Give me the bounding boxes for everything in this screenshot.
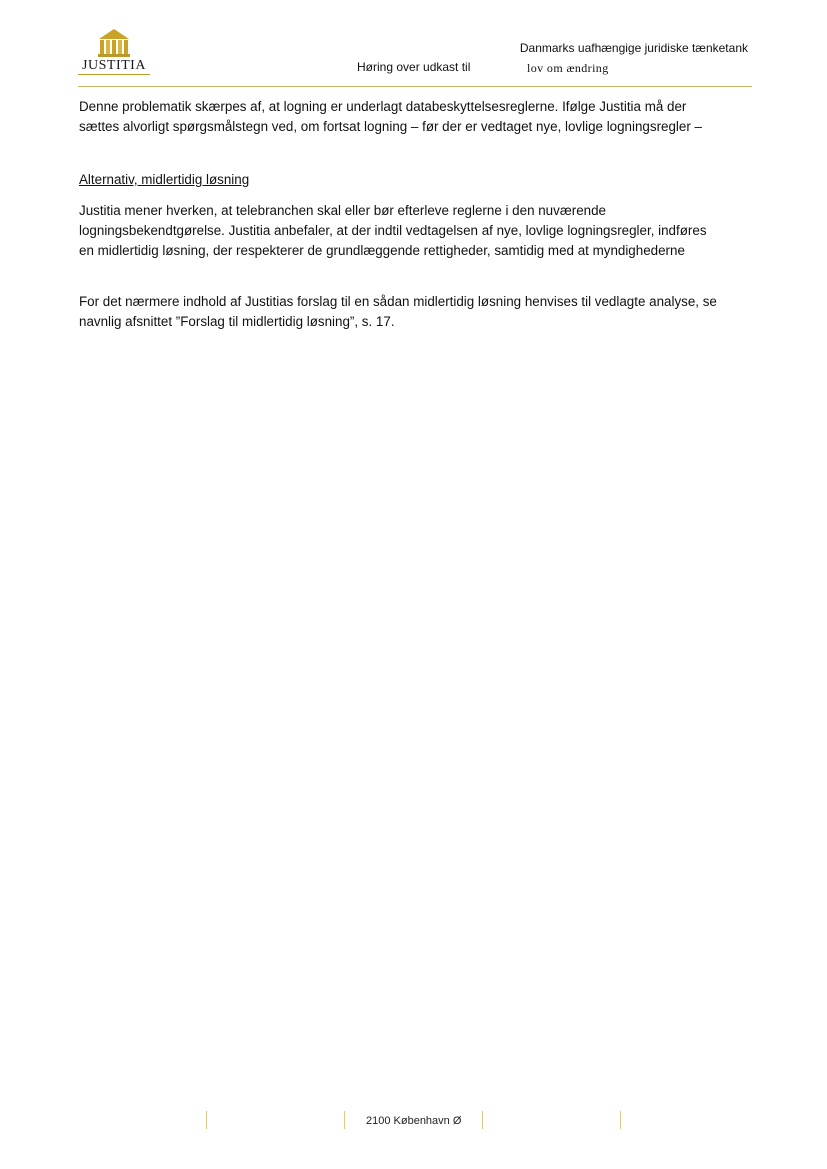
paragraph-3 <box>79 292 759 332</box>
paragraph-3-line-2: navnlig afsnittet ”Forslag til midlertidig løsning”, s. 17. <box>79 314 395 329</box>
paragraph-2-line-1: Justitia mener hverken, at telebranchen skal eller bør efterleve reglerne i den nuværende <box>79 203 606 218</box>
footer-address: 2100 København Ø <box>366 1115 462 1127</box>
justitia-logo <box>78 28 150 76</box>
footer-separator-4 <box>620 1111 621 1129</box>
paragraph-1 <box>79 97 759 137</box>
paragraph-3-line-1: For det nærmere indhold af Justitias forslag til en sådan midlertidig løsning henvises til vedlagte analyse, se <box>79 294 717 309</box>
section-heading: Alternativ, midlertidig løsning <box>79 172 250 187</box>
paragraph-1-line-1: Denne problematik skærpes af, at logning er underlagt databeskyttelsesreglerne. Ifølge Justitia må der <box>79 99 687 114</box>
temple-columns-icon <box>96 28 132 58</box>
header-subject: Høring over udkast til <box>357 60 471 74</box>
paragraph-2-line-3: en midlertidig løsning, der respekterer de grundlæggende rettigheder, samtidig med at myndighederne <box>79 243 685 258</box>
logo-underline <box>78 74 150 75</box>
footer-separator-3 <box>482 1111 483 1129</box>
header-subject-continued: lov om ændring <box>527 61 609 75</box>
paragraph-2 <box>79 201 759 261</box>
paragraph-2-line-2: logningsbekendtgørelse. Justitia anbefaler, at der indtil vedtagelsen af nye, lovlige logningsregler, indføres <box>79 223 707 238</box>
header-organization: Danmarks uafhængige juridiske tænketank <box>519 41 748 55</box>
header-divider <box>78 86 752 87</box>
logo-wordmark: JUSTITIA <box>82 58 146 73</box>
footer-separator-2 <box>344 1111 345 1129</box>
footer-separator-1 <box>206 1111 207 1129</box>
paragraph-1-line-2: sættes alvorligt spørgsmålstegn ved, om fortsat logning – før der er vedtaget nye, lovlige logningsregler – <box>79 119 702 134</box>
